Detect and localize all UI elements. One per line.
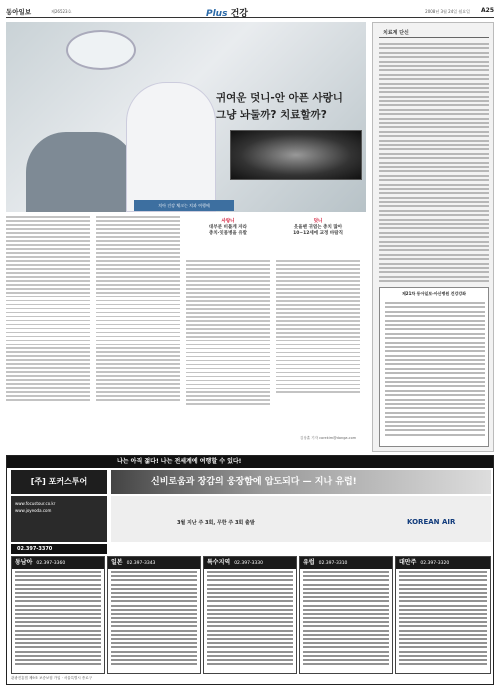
ad-region-phone: 02.397-3310 <box>318 561 348 566</box>
subsection-heading <box>276 218 360 236</box>
ad-region-name: 대만주 <box>399 559 417 566</box>
ad-region-name: 특수지역 <box>207 559 231 566</box>
sidebar-text <box>379 43 489 284</box>
masthead <box>6 6 494 18</box>
article-column <box>186 216 270 407</box>
ad-region-grid <box>11 556 491 674</box>
ad-banner-headline: 신비로움과 장감의 웅장함에 압도되다 — 지나 유럽! <box>111 470 491 494</box>
ad-company-logo: [주] 포커스투어 <box>11 470 107 494</box>
ad-region-phone: 02.397-3330 <box>234 561 264 566</box>
ad-websites <box>11 496 107 542</box>
ad-region-phone: 02.397-3343 <box>126 561 156 566</box>
ad-region-column <box>11 556 105 674</box>
dental-lamp-image <box>66 30 136 70</box>
dentist-image <box>126 82 216 212</box>
lecture-notice-title: 제21차 동아일보-아산병원 건강강좌 <box>401 291 467 296</box>
patient-image <box>26 132 136 212</box>
headline-line-2: 그냥 놔둘까? 치료할까? <box>216 109 327 121</box>
article-column <box>6 216 90 403</box>
section-title <box>206 6 248 19</box>
headline-line-1: 귀여운 덧니-안 아픈 사랑니 <box>216 92 343 104</box>
travel-advertisement <box>6 455 494 685</box>
article-column <box>276 216 360 395</box>
photo-caption-tag: 치아 건강 체크는 치과 여행에 <box>134 200 234 211</box>
ad-departure-info: 3월 지난 주 3회, 무한 주 3회 출발 <box>177 520 255 526</box>
ad-main-phone: 02.397-3370 <box>11 544 107 554</box>
article-body <box>6 216 366 436</box>
ad-region-column <box>395 556 491 674</box>
article-column <box>96 216 180 403</box>
airline-logo: KOREAN AIR <box>407 518 456 526</box>
subsection-tag: 덧니 <box>313 219 323 224</box>
ad-website-link[interactable]: www.focustour.co.kr <box>15 501 56 506</box>
ad-region-name: 동남아 <box>15 559 33 566</box>
ad-region-name: 유럽 <box>303 559 315 566</box>
ad-region-phone: 02.397-3360 <box>36 561 66 566</box>
ad-region-column <box>299 556 393 674</box>
ad-region-phone: 02.397-3320 <box>420 561 450 566</box>
issue-date: 2008년 3월 24일 월요일 <box>425 9 470 14</box>
ad-tagline: 나는 아직 젊다! 나는 전세계에 여행할 수 있다! <box>7 456 493 468</box>
feature-headline <box>216 90 364 124</box>
subsection-title-line: 대부분 비틀게 자라 <box>209 225 247 230</box>
section-prefix: Plus <box>206 9 228 19</box>
page-number: A25 <box>481 7 494 14</box>
ad-region-column <box>203 556 297 674</box>
lecture-notice-box <box>379 287 489 447</box>
newspaper-name: 동아일보 <box>6 8 32 16</box>
ad-footer-notice: 관광진흥법 제9조 보증보험 가입 · 서울특별시 종로구 <box>11 676 93 680</box>
subsection-title-line: 웃을땐 귀엽는 충치 많아 <box>293 225 343 230</box>
ad-region-name: 일본 <box>111 559 123 566</box>
section-name: 건강 <box>230 9 248 19</box>
subsection-heading <box>186 218 270 236</box>
issue-number: 제26523호 <box>51 9 72 14</box>
article-byline: 김상훈 기자 corekim@donga.com <box>300 436 357 440</box>
subsection-title-line: 충치·잇몸병을 유발 <box>208 231 248 236</box>
subsection-title-line: 10~12세에 교정 바람직 <box>293 231 343 236</box>
dental-xray-image <box>230 130 362 180</box>
feature-photo <box>6 22 366 212</box>
ad-region-column <box>107 556 201 674</box>
news-sidebar <box>372 22 494 452</box>
subsection-tag: 사랑니 <box>221 219 235 224</box>
ad-website-link[interactable]: www.joyeoda.com <box>15 508 52 513</box>
sidebar-title: 치료계 단신 <box>379 29 489 38</box>
